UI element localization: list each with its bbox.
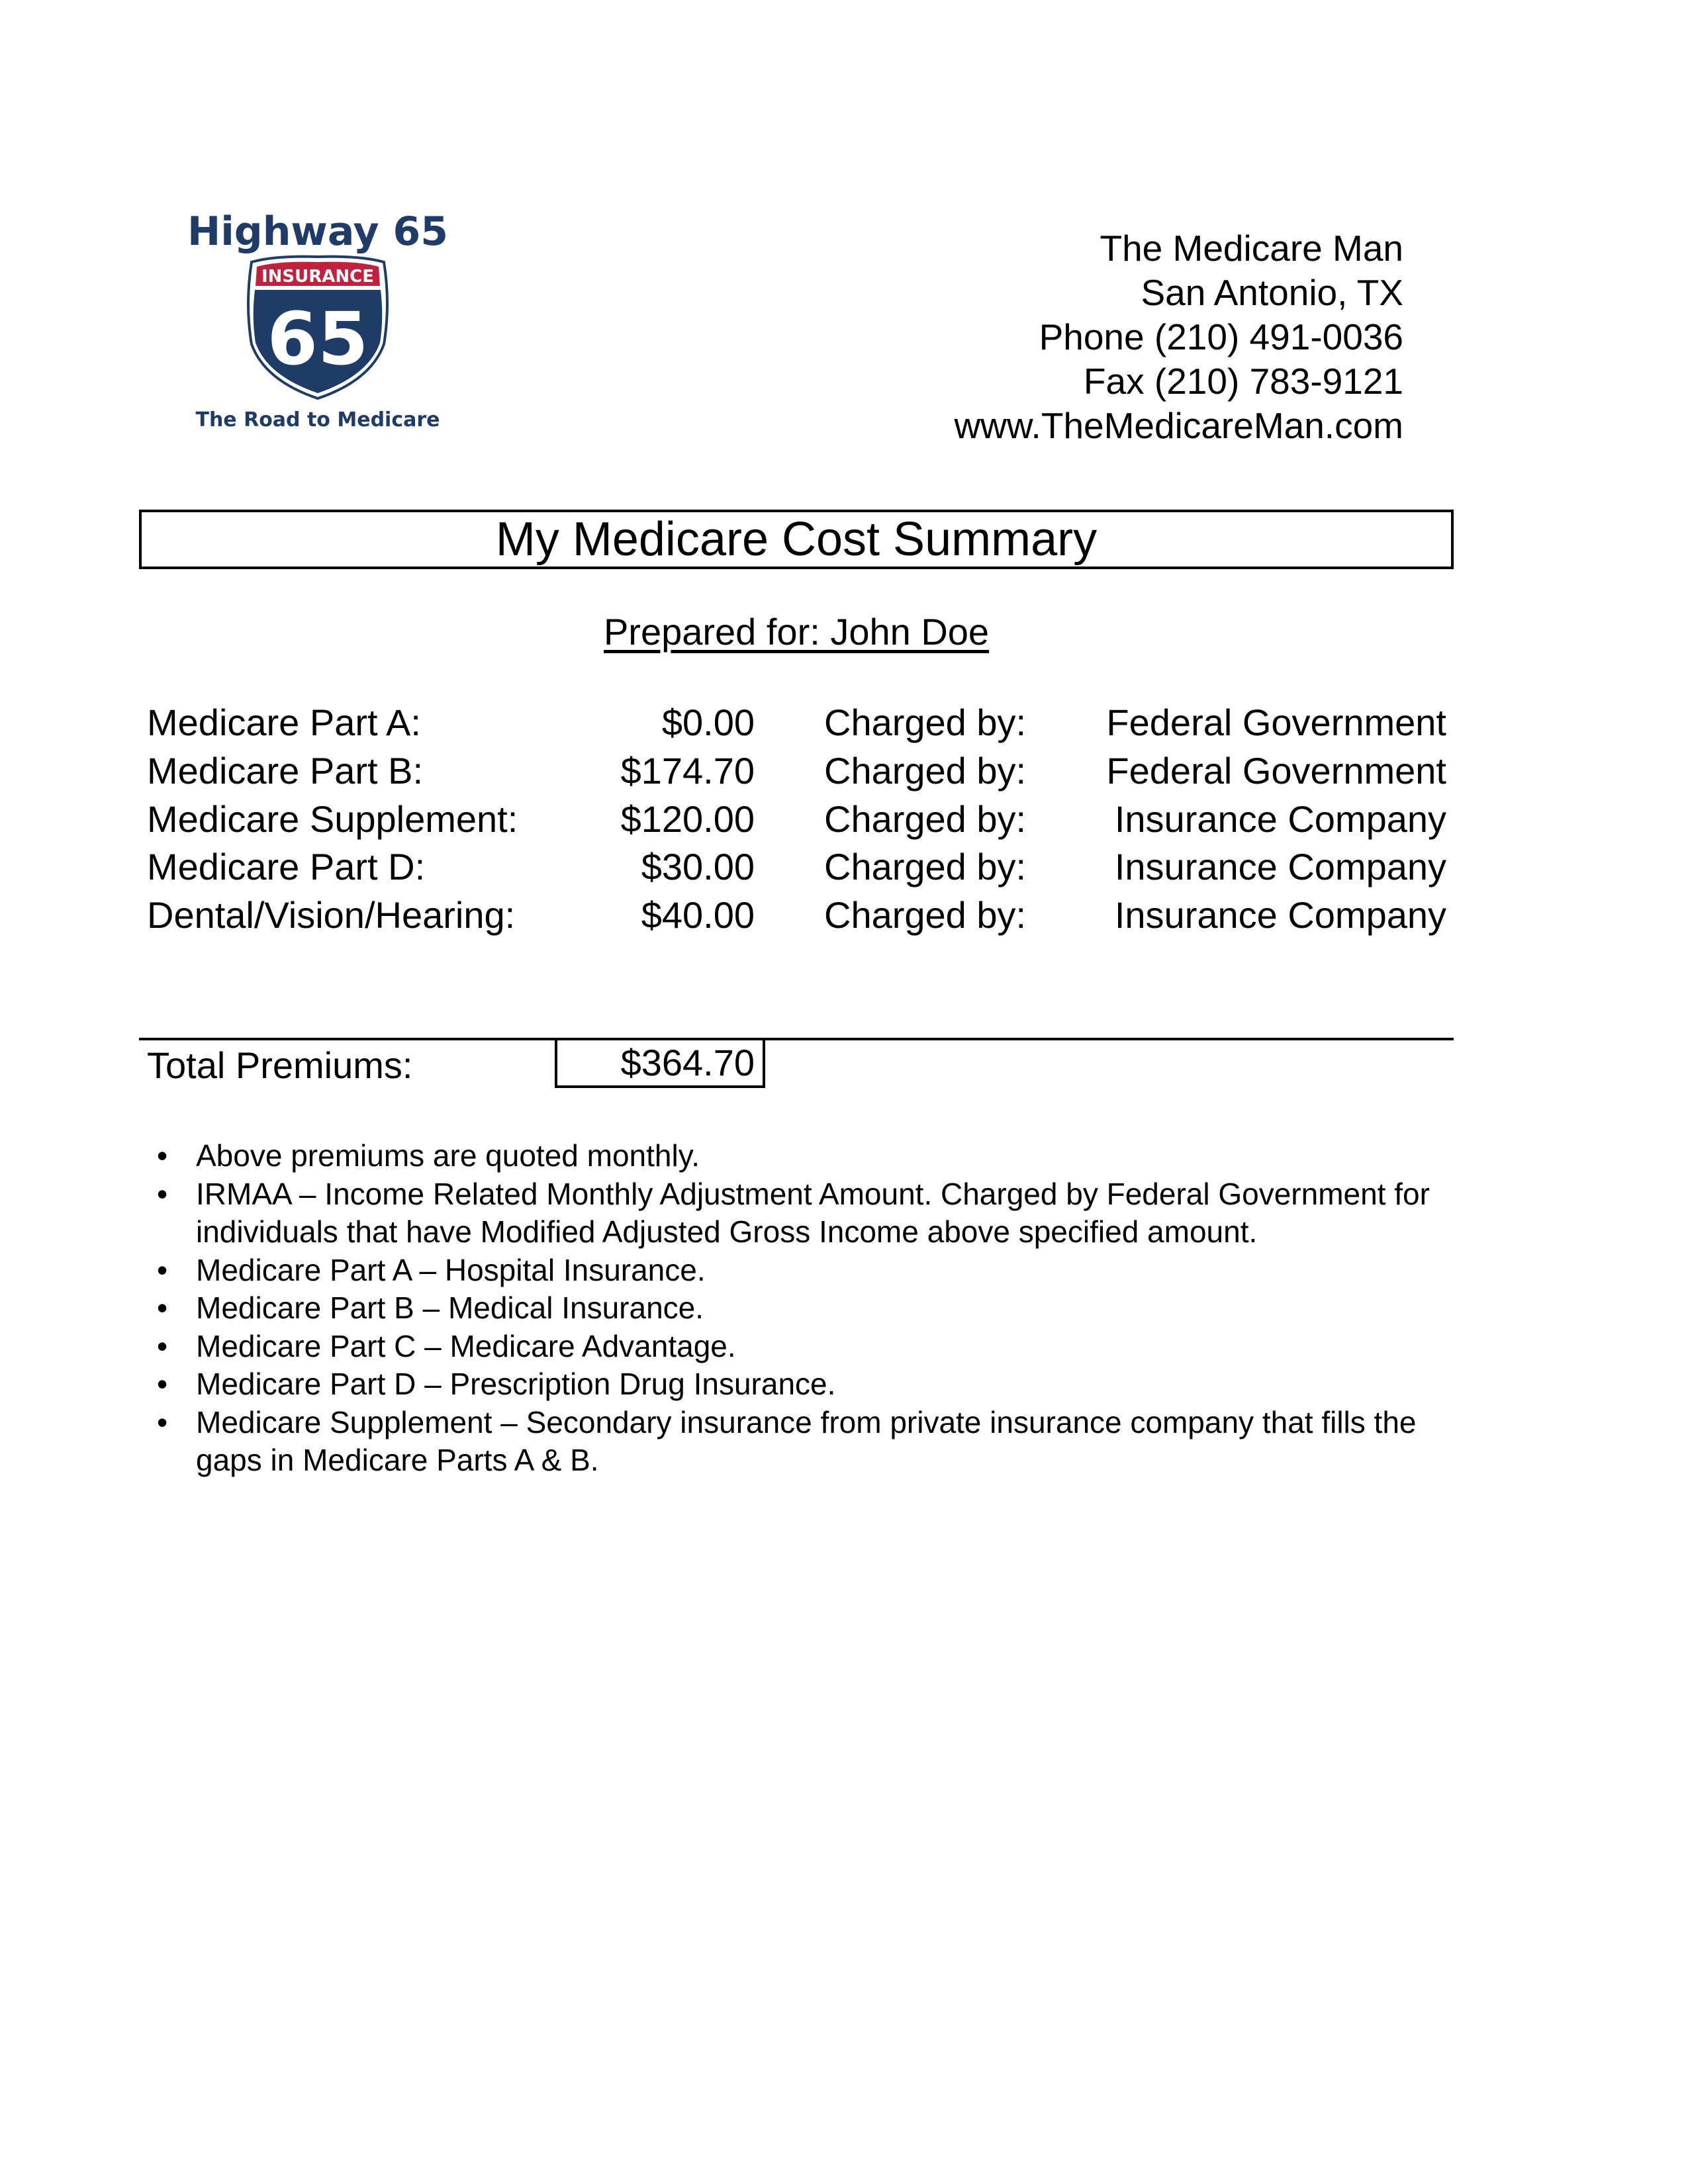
notes-list <box>154 1137 1451 1480</box>
charged-by-label: Charged by: <box>824 894 1027 936</box>
highway-shield-icon <box>185 205 450 433</box>
contact-location: San Antonio, TX <box>1141 272 1403 313</box>
cost-payer: Insurance Company <box>1114 846 1446 887</box>
list-item: • Medicare Part C – Medicare Advantage. <box>154 1328 1451 1366</box>
cost-amount: $0.00 <box>661 702 755 743</box>
charged-by-label: Charged by: <box>824 846 1027 887</box>
cost-label: Medicare Part D: <box>147 846 426 887</box>
list-item: • IRMAA – Income Related Monthly Adjustment Amount. Charged by Federal Government for individuals that have Modified Adjusted Gross Income above specified amount. <box>154 1175 1451 1251</box>
cost-amount: $40.00 <box>641 894 755 936</box>
cost-row <box>0 795 1688 843</box>
logo-brand: Highway 65 <box>187 208 449 255</box>
cost-row <box>0 698 1688 747</box>
total-amount: $364.70 <box>555 1038 765 1088</box>
prepared-for-text: Prepared for: John Doe <box>603 611 990 653</box>
cost-amount: $120.00 <box>620 798 755 840</box>
list-item: • Above premiums are quoted monthly. <box>154 1137 1451 1175</box>
cost-label: Medicare Part B: <box>147 750 424 792</box>
total-label: Total Premiums: <box>147 1044 413 1086</box>
cost-label: Medicare Part A: <box>147 702 421 743</box>
contact-name: The Medicare Man <box>1100 228 1403 269</box>
cost-label: Medicare Supplement: <box>147 798 518 840</box>
list-item: • Medicare Part B – Medical Insurance. <box>154 1289 1451 1328</box>
charged-by-label: Charged by: <box>824 750 1027 792</box>
logo-tagline: The Road to Medicare <box>195 408 440 432</box>
cost-amount: $30.00 <box>641 846 755 887</box>
charged-by-label: Charged by: <box>824 702 1027 743</box>
cost-amount: $174.70 <box>620 750 755 792</box>
contact-phone: Phone (210) 491-0036 <box>1039 316 1403 357</box>
cost-row <box>0 747 1688 795</box>
prepared-for <box>139 610 1454 653</box>
cost-payer: Federal Government <box>1106 750 1446 792</box>
cost-payer: Insurance Company <box>1114 798 1446 840</box>
company-logo <box>185 205 450 433</box>
cost-payer: Insurance Company <box>1114 894 1446 936</box>
list-item: • Medicare Part D – Prescription Drug Insurance. <box>154 1365 1451 1404</box>
cost-row <box>0 842 1688 891</box>
cost-row <box>0 891 1688 939</box>
total-divider <box>139 1038 1454 1040</box>
list-item: • Medicare Supplement – Secondary insurance from private insurance company that fills the gaps in Medicare Parts A & B. <box>154 1404 1451 1480</box>
contact-website[interactable]: www.TheMedicareMan.com <box>954 405 1403 446</box>
list-item: • Medicare Part A – Hospital Insurance. <box>154 1251 1451 1290</box>
contact-block <box>954 226 1403 448</box>
charged-by-label: Charged by: <box>824 798 1027 840</box>
cost-label: Dental/Vision/Hearing: <box>147 894 516 936</box>
page-title: My Medicare Cost Summary <box>139 510 1454 569</box>
logo-number: 65 <box>267 296 369 381</box>
cost-payer: Federal Government <box>1106 702 1446 743</box>
contact-fax: Fax (210) 783-9121 <box>1083 361 1403 402</box>
logo-badge-text: INSURANCE <box>261 267 375 287</box>
